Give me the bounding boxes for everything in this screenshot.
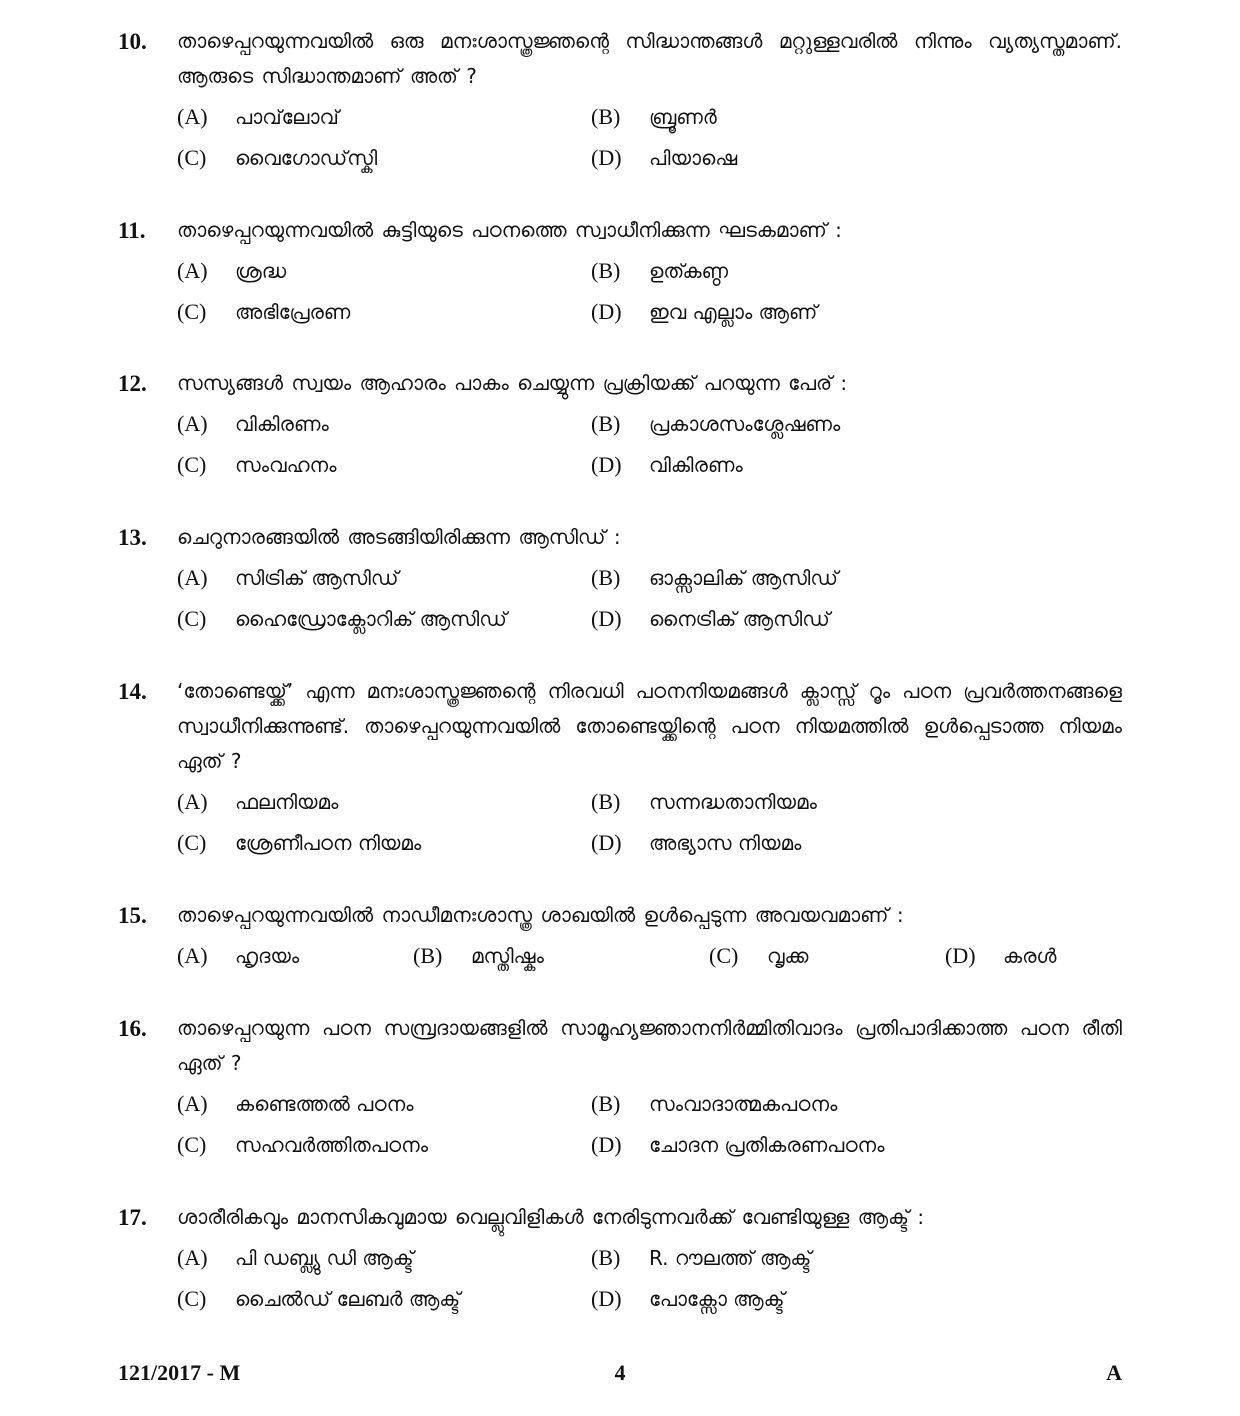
question-14 <box>118 674 1122 861</box>
question-text: താഴെപ്പറയുന്നവയിൽ കുട്ടിയുടെ പഠനത്തെ സ്വാധീനിക്കുന്ന ഘടകമാണ് : <box>177 218 842 242</box>
options <box>177 938 1122 974</box>
option-text: ഫലനിയമം <box>235 790 339 814</box>
option-text: ഓക്സാലിക് ആസിഡ് <box>649 566 839 590</box>
options <box>177 784 1122 861</box>
option-letter: (C) <box>177 452 207 477</box>
option-text: ഹൈഡ്രോക്ലോറിക് ആസിഡ് <box>235 607 507 631</box>
question-number: 11. <box>118 218 146 243</box>
option-c <box>177 140 591 176</box>
option-a <box>177 1240 591 1276</box>
option-letter: (D) <box>591 606 622 631</box>
question-text: താഴെപ്പറയുന്നവയിൽ നാഡീമനഃശാസ്ത്ര ശാഖയിൽ ഉൾപ്പെടുന്ന അവയവമാണ് : <box>177 903 904 927</box>
option-text: ഹൃദയം <box>235 944 300 968</box>
option-b <box>591 560 1005 596</box>
option-d <box>591 140 1005 176</box>
option-a <box>177 938 413 974</box>
option-letter: (A) <box>177 258 208 283</box>
question-text: ‘തോണ്ടെയ്ക്ക്’ എന്ന മനഃശാസ്ത്രജ്ഞന്റെ നിരവധി പഠനനിയമങ്ങൾ ക്ലാസ്സ് റൂം പഠന പ്രവർത്തനങ്ങളെ സ്വാധീനിക്കുന്നുണ്ട്. താഴെപ്പറയുന്നവയിൽ തോണ്ടെയ്ക്കിന്റെ പഠന നിയമത്തിൽ ഉൾപ്പെടാത്ത നിയമം ഏത് ? <box>177 679 1122 773</box>
option-d <box>591 601 1005 637</box>
option-text: ശ്രേണീപഠന നിയമം <box>235 831 422 855</box>
option-c <box>177 447 591 483</box>
question-paper-code: 121/2017 - M <box>118 1360 241 1385</box>
option-text: വികിരണം <box>649 453 743 477</box>
option-c <box>177 601 591 637</box>
option-letter: (D) <box>591 145 622 170</box>
option-letter: (A) <box>177 789 208 814</box>
option-text: ഇവ എല്ലാം ആണ് <box>649 300 818 324</box>
options <box>177 560 1122 637</box>
option-c <box>177 825 591 861</box>
question-number: 10. <box>118 29 147 54</box>
option-letter: (C) <box>177 830 207 855</box>
option-text: ചൈൽഡ് ലേബർ ആക്ട് <box>235 1287 461 1311</box>
question-number: 17. <box>118 1205 147 1230</box>
option-text: ചോദന പ്രതികരണപഠനം <box>649 1133 885 1157</box>
option-a <box>177 99 591 135</box>
question-15 <box>118 898 1122 974</box>
option-d <box>591 294 1005 330</box>
page-number: 4 <box>614 1360 626 1385</box>
option-a <box>177 406 591 442</box>
option-b <box>591 784 1005 820</box>
option-letter: (C) <box>177 1132 207 1157</box>
option-letter: (C) <box>177 606 207 631</box>
question-text: ശാരീരികവും മാനസികവുമായ വെല്ലുവിളികൾ നേരിടുന്നവർക്ക് വേണ്ടിയുള്ള ആക്ട് : <box>177 1205 925 1229</box>
option-letter: (C) <box>177 1286 207 1311</box>
question-16 <box>118 1011 1122 1163</box>
option-letter: (D) <box>945 943 976 968</box>
option-letter: (C) <box>709 943 739 968</box>
question-text: ചെറുനാരങ്ങയിൽ അടങ്ങിയിരിക്കുന്ന ആസിഡ് : <box>177 525 621 549</box>
options <box>177 1240 1122 1317</box>
question-12 <box>118 366 1122 483</box>
options <box>177 1086 1122 1163</box>
option-text: പ്രകാശസംശ്ലേഷണം <box>649 412 841 436</box>
option-b <box>413 938 709 974</box>
option-text: പിയാഷെ <box>649 146 738 170</box>
option-text: സംവഹനം <box>235 453 337 477</box>
series-code: A <box>1106 1360 1122 1385</box>
option-letter: (D) <box>591 299 622 324</box>
option-text: മസ്തിഷ്കം <box>471 944 544 968</box>
question-text: താഴെപ്പറയുന്നവയിൽ ഒരു മനഃശാസ്ത്രജ്ഞന്റെ സിദ്ധാന്തങ്ങൾ മറ്റുള്ളവരിൽ നിന്നും വ്യത്യസ്തമാണ്. ആരുടെ സിദ്ധാന്തമാണ് അത് ? <box>177 29 1122 88</box>
option-text: വൈഗോഡ്‌സ്കി <box>235 146 378 170</box>
question-number: 12. <box>118 371 147 396</box>
option-text: കരൾ <box>1003 944 1057 968</box>
options <box>177 406 1122 483</box>
option-text: പി ഡബ്ല്യു ഡി ആക്ട് <box>235 1246 414 1270</box>
option-text: വൃക്ക <box>767 944 809 968</box>
option-b <box>591 406 1005 442</box>
option-b <box>591 99 1005 135</box>
option-text: ഉത്കണ്ഠ <box>649 259 729 283</box>
question-11 <box>118 213 1122 330</box>
option-d <box>591 447 1005 483</box>
question-17 <box>118 1200 1122 1317</box>
option-letter: (B) <box>591 104 621 129</box>
option-letter: (B) <box>591 789 621 814</box>
option-d <box>591 825 1005 861</box>
option-letter: (B) <box>591 1091 621 1116</box>
option-letter: (A) <box>177 104 208 129</box>
option-letter: (B) <box>591 565 621 590</box>
option-d <box>591 1127 1005 1163</box>
option-a <box>177 784 591 820</box>
question-13 <box>118 520 1122 637</box>
option-letter: (D) <box>591 1286 622 1311</box>
option-c <box>177 1127 591 1163</box>
option-text: സന്നദ്ധതാനിയമം <box>649 790 817 814</box>
option-b <box>591 253 1005 289</box>
option-text: പാവ്‌ലോവ് <box>235 105 339 129</box>
option-text: സിട്രിക് ആസിഡ് <box>235 566 399 590</box>
question-text: സസ്യങ്ങൾ സ്വയം ആഹാരം പാകം ചെയ്യുന്ന പ്രക്രിയക്ക് പറയുന്ന പേര് : <box>177 371 848 395</box>
options <box>177 253 1122 330</box>
question-number: 15. <box>118 903 147 928</box>
option-letter: (A) <box>177 565 208 590</box>
option-letter: (B) <box>413 943 443 968</box>
option-text: ശ്രദ്ധ <box>235 259 287 283</box>
option-c <box>709 938 945 974</box>
option-letter: (A) <box>177 1091 208 1116</box>
option-text: അഭിപ്രേരണ <box>235 300 351 324</box>
option-text: വികിരണം <box>235 412 329 436</box>
option-text: പോക്സോ ആക്ട് <box>649 1287 785 1311</box>
question-text: താഴെപ്പറയുന്ന പഠന സമ്പ്രദായങ്ങളിൽ സാമൂഹ്യജ്ഞാനനിർമ്മിതിവാദം പ്രതിപാദിക്കാത്ത പഠന രീതി ഏത് ? <box>177 1016 1122 1075</box>
option-text: അഭ്യാസ നിയമം <box>649 831 802 855</box>
question-number: 16. <box>118 1016 147 1041</box>
option-letter: (B) <box>591 411 621 436</box>
option-letter: (A) <box>177 411 208 436</box>
option-a <box>177 253 591 289</box>
option-d <box>591 1281 1005 1317</box>
option-text: നൈട്രിക് ആസിഡ് <box>649 607 830 631</box>
option-letter: (B) <box>591 258 621 283</box>
option-c <box>177 1281 591 1317</box>
option-b <box>591 1240 1005 1276</box>
option-text: സഹവർത്തിതപഠനം <box>235 1133 429 1157</box>
option-text: കണ്ടെത്തൽ പഠനം <box>235 1092 414 1116</box>
option-d <box>945 938 1181 974</box>
option-letter: (B) <box>591 1245 621 1270</box>
option-b <box>591 1086 1005 1122</box>
option-a <box>177 560 591 596</box>
options <box>177 99 1122 176</box>
question-number: 14. <box>118 679 147 704</box>
option-text: R. റൗലത്ത് ആക്ട് <box>649 1246 812 1270</box>
option-a <box>177 1086 591 1122</box>
option-c <box>177 294 591 330</box>
option-letter: (D) <box>591 452 622 477</box>
option-letter: (A) <box>177 1245 208 1270</box>
page-footer <box>118 1358 1122 1388</box>
option-letter: (A) <box>177 943 208 968</box>
question-number: 13. <box>118 525 147 550</box>
option-text: സംവാദാത്മകപഠനം <box>649 1092 838 1116</box>
option-letter: (D) <box>591 830 622 855</box>
option-text: ബ്രൂണർ <box>649 105 717 129</box>
option-letter: (D) <box>591 1132 622 1157</box>
option-letter: (C) <box>177 145 207 170</box>
option-letter: (C) <box>177 299 207 324</box>
question-10 <box>118 24 1122 176</box>
